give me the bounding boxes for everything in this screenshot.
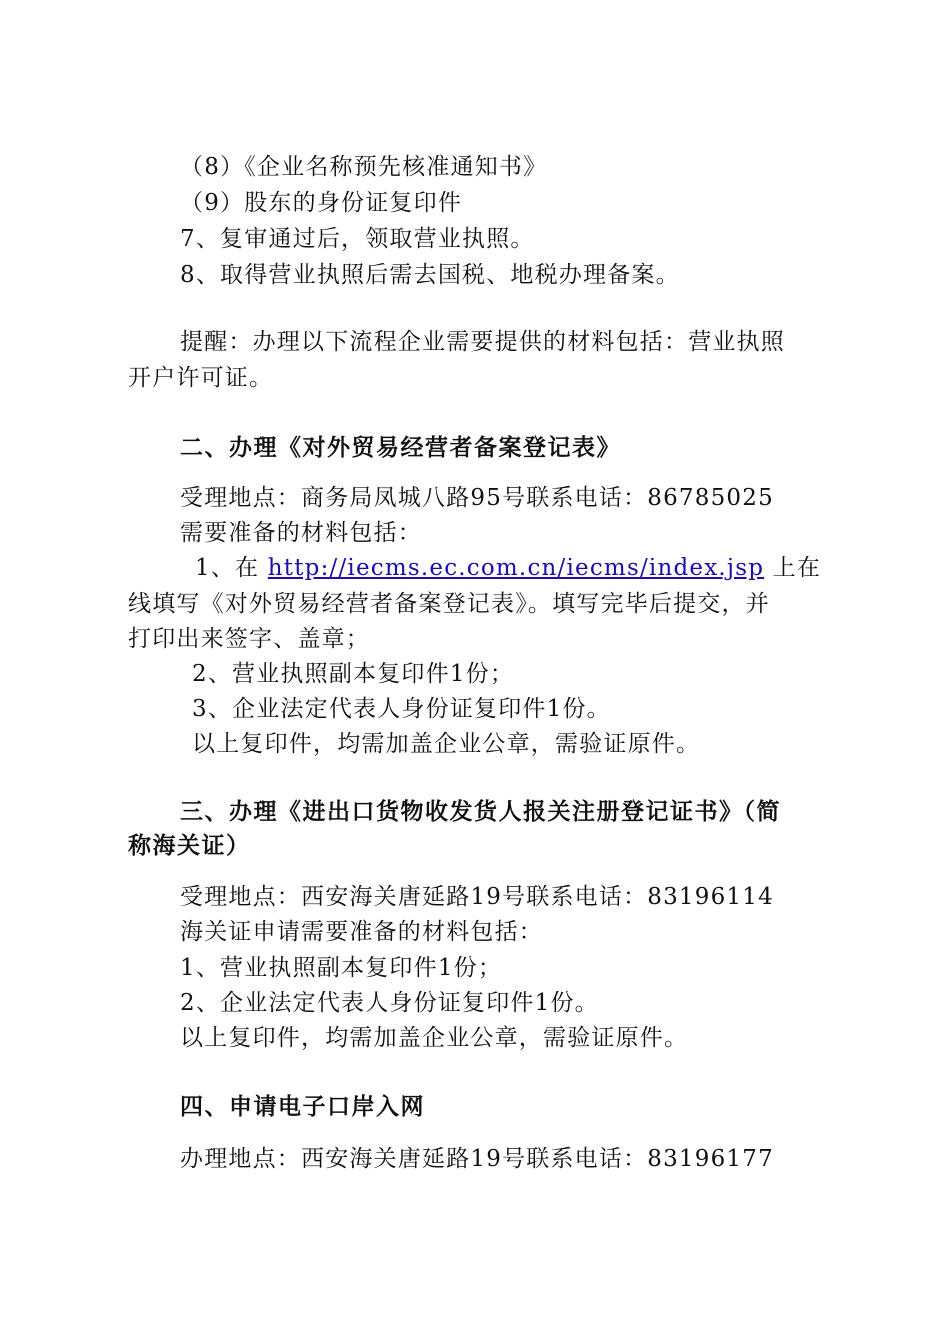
list-item-9: （9）股东的身份证复印件 [180, 190, 463, 216]
section-3-item-2: 2、企业法定代表人身份证复印件1份。 [180, 990, 599, 1016]
section-2-item-1-line-3: 打印出来签字、盖章； [128, 626, 370, 652]
reminder-line-2: 开户许可证。 [128, 365, 274, 391]
item-1-prefix: 1、在 [195, 555, 260, 581]
step-7: 7、复审通过后，领取营业执照。 [180, 226, 535, 252]
iecms-link[interactable]: http://iecms.ec.com.cn/iecms/index.jsp [267, 555, 765, 581]
section-2-item-1 [195, 551, 821, 585]
section-2-item-2: 2、营业执照副本复印件1份； [192, 661, 515, 687]
section-2-note: 以上复印件，均需加盖企业公章，需验证原件。 [192, 731, 701, 757]
section-2-item-3: 3、企业法定代表人身份证复印件1份。 [192, 696, 611, 722]
section-3-note: 以上复印件，均需加盖企业公章，需验证原件。 [180, 1025, 689, 1051]
section-2-materials-intro: 需要准备的材料包括： [180, 520, 422, 546]
section-2-heading: 二、办理《对外贸易经营者备案登记表》 [180, 435, 621, 461]
item-1-suffix: 上在 [772, 555, 822, 581]
reminder-line-1: 提醒：办理以下流程企业需要提供的材料包括：营业执照 [180, 329, 785, 355]
section-3-address: 受理地点：西安海关唐延路19号联系电话：83196114 [180, 884, 774, 910]
section-3-item-1: 1、营业执照副本复印件1份； [180, 955, 503, 981]
section-4-heading: 四、申请电子口岸入网 [180, 1094, 425, 1120]
section-3-heading-line-2: 称海关证） [128, 833, 251, 859]
section-3-materials-intro: 海关证申请需要准备的材料包括： [180, 919, 543, 945]
step-8: 8、取得营业执照后需去国税、地税办理备案。 [180, 262, 680, 288]
section-3-heading-line-1: 三、办理《进出口货物收发货人报关注册登记证书》（简 [180, 799, 781, 825]
section-2-address: 受理地点：商务局凤城八路95号联系电话：86785025 [180, 485, 774, 511]
section-4-address: 办理地点：西安海关唐延路19号联系电话：83196177 [180, 1146, 774, 1172]
list-item-8: （8）《企业名称预先核准通知书》 [180, 154, 548, 180]
section-2-item-1-line-2: 线填写《对外贸易经营者备案登记表》。填写完毕后提交，并 [128, 591, 770, 617]
